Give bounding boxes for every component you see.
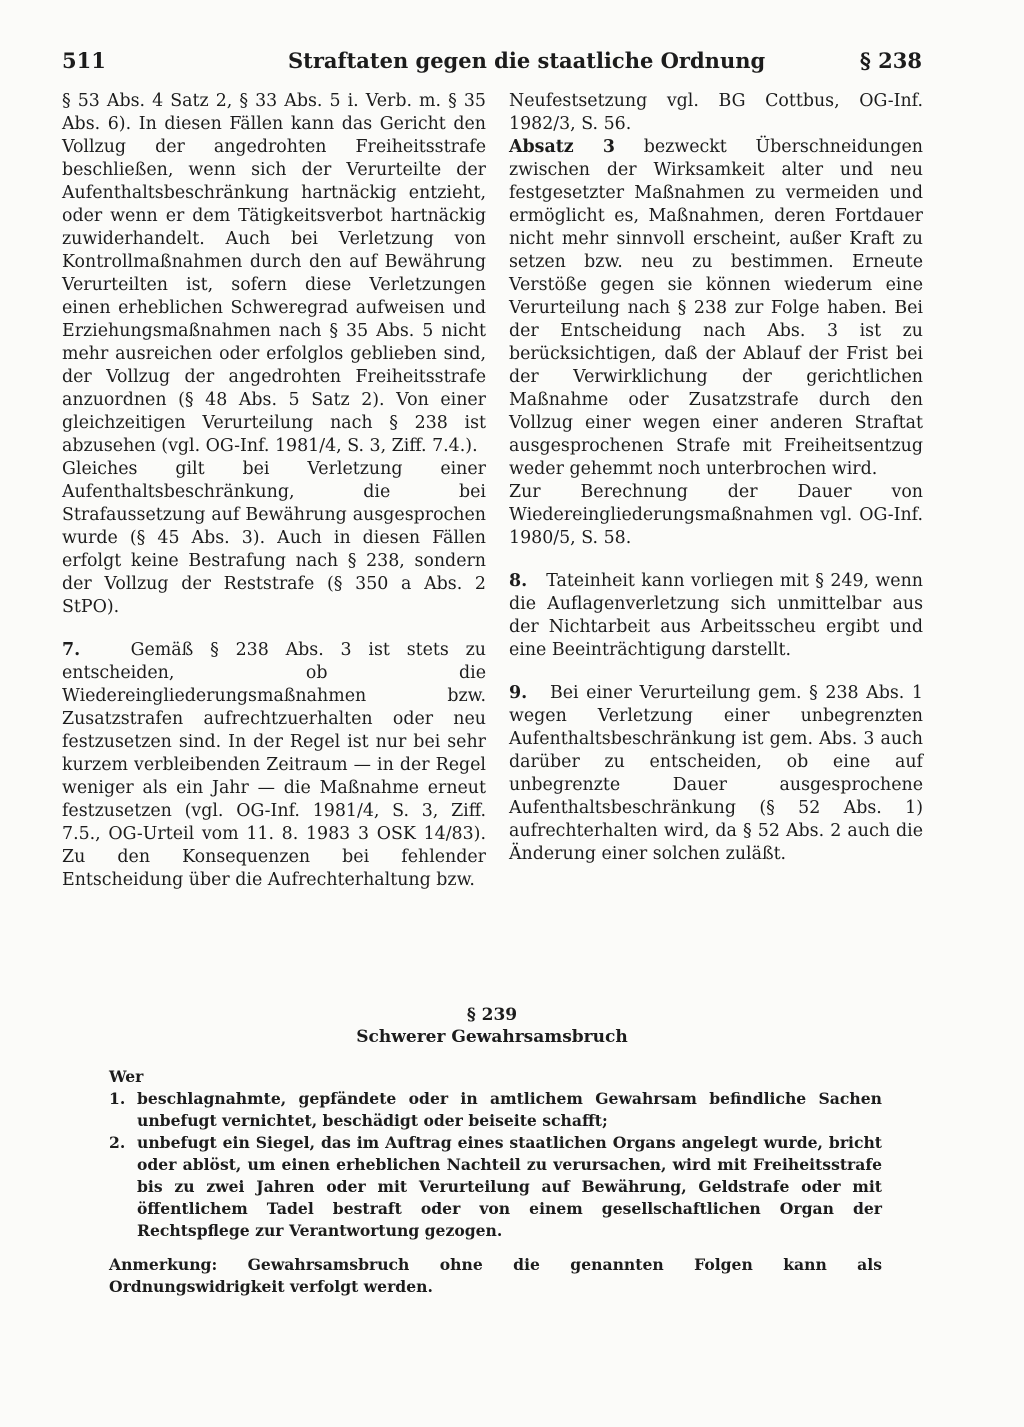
paragraph-number: 8. <box>509 571 528 591</box>
statute-intro: Wer <box>109 1067 144 1086</box>
statute-note: Anmerkung: Gewahrsamsbruch ohne die genannten Folgen kann als Ordnungswidrigkeit verfolgt werden. <box>109 1255 882 1296</box>
numbered-paragraph <box>509 682 923 866</box>
item-text: unbefugt ein Siegel, das im Auftrag eines staatlichen Organs angelegt wurde, bricht oder ablöst, um einen erheblichen Nachteil zu verursachen, wird mit Freiheitsstrafe bis zu zwei Jahren oder mit Verurteilung auf Bewährung, Geldstrafe oder mit öffentlichem Tadel bestraft oder von einem gesellschaftlichen Organ der Rechtspflege zur Verantwortung gezogen. <box>137 1133 882 1240</box>
right-column <box>509 90 923 866</box>
running-title: Straftaten gegen die staatliche Ordnung <box>288 48 766 73</box>
left-column <box>62 90 486 892</box>
section-title: Schwerer Gewahrsamsbruch <box>356 1027 628 1047</box>
paragraph: § 53 Abs. 4 Satz 2, § 33 Abs. 5 i. Verb. m. § 35 Abs. 6). In diesen Fällen kann das Gericht den Vollzug der angedrohten Freiheitsstrafe beschließen, wenn sich der Verurteilte der Aufenthaltsbeschränkung hartnäckig entzieht, oder wenn er dem Tätigkeitsverbot hartnäckig zuwiderhandelt. Auch bei Verletzung von Kontrollmaßnahmen durch den auf Bewährung Verurteilten ist, sofern diese Verletzungen einen erheblichen Schweregrad aufweisen und Erziehungsmaßnahmen nach § 35 Abs. 5 nicht mehr ausreichen oder erfolglos geblieben sind, der Vollzug der angedrohten Freiheitsstrafe anzuordnen (§ 48 Abs. 5 Satz 2). Von einer gleichzeitigen Verurteilung nach § 238 ist abzusehen (vgl. OG-Inf. 1981/4, S. 3, Ziff. 7.4.). <box>62 91 486 456</box>
paragraph-text: Gemäß § 238 Abs. 3 ist stets zu entscheiden, ob die Wiedereingliederungsmaßnahmen bzw. Zusatzstrafen aufrechtzuerhalten oder neu festzusetzen sind. In der Regel ist nur bei sehr kurzem verbleibenden Zeitraum — in der Regel weniger als ein Jahr — die Maßnahme erneut festzusetzen (vgl. OG-Inf. 1981/4, S. 3, Ziff. 7.5., OG-Urteil vom 11. 8. 1983 3 OSK 14/83). Zu den Konsequenzen bei fehlender Entscheidung über die Aufrechterhaltung bzw. <box>62 640 486 890</box>
paragraph-lead: Absatz 3 <box>509 137 615 157</box>
statute-text <box>109 1066 882 1314</box>
paragraph-text: Bei einer Verurteilung gem. § 238 Abs. 1 wegen Verletzung einer unbegrenzten Aufenthaltsbeschränkung ist gem. Abs. 3 auch darüber zu entscheiden, ob eine auf unbegrenzte Dauer ausgesprochene Aufenthaltsbeschränkung (§ 52 Abs. 1) aufrechterhalten wird, da § 52 Abs. 2 auch die Änderung einer solchen zuläßt. <box>509 683 923 864</box>
paragraph-number: 9. <box>509 683 528 703</box>
section-239-heading <box>62 1005 922 1047</box>
paragraph: Neufestsetzung vgl. BG Cottbus, OG-Inf. 1982/3, S. 56. <box>509 91 923 134</box>
statute-item <box>109 1132 882 1242</box>
numbered-paragraph <box>62 639 486 892</box>
numbered-paragraph <box>509 570 923 662</box>
running-section: § 238 <box>859 48 922 73</box>
paragraph-text: bezweckt Überschneidungen zwischen der Wirksamkeit alter und neu festgesetzter Maßnahmen zu vermeiden und ermöglicht es, Maßnahmen, deren Fortdauer nicht mehr sinnvoll erscheint, außer Kraft zu setzen bzw. neu zu bestimmen. Erneute Verstöße gegen sie können wiederum eine Verurteilung nach § 238 zur Folge haben. Bei der Entscheidung nach Abs. 3 ist zu berücksichtigen, daß der Ablauf der Frist bei der Verwirklichung der gerichtlichen Maßnahme oder Zusatzstrafe durch den Vollzug einer wegen einer anderen Straftat ausgesprochenen Strafe mit Freiheitsentzug weder gehemmt noch unterbrochen wird. <box>509 137 923 479</box>
paragraph: Gleiches gilt bei Verletzung einer Aufenthaltsbeschränkung, die bei Strafaussetzung auf Bewährung ausgesprochen wurde (§ 45 Abs. 3). Auch in diesen Fällen erfolgt keine Bestrafung nach § 238, sondern der Vollzug der Reststrafe (§ 350 a Abs. 2 StPO). <box>62 459 486 617</box>
statute-item <box>109 1088 882 1132</box>
page-header <box>62 44 922 80</box>
section-number: § 239 <box>466 1005 518 1025</box>
page-number: 511 <box>62 48 106 73</box>
paragraph-text: Tateinheit kann vorliegen mit § 249, wenn die Auflagenverletzung sich unmittelbar aus der Nichtarbeit aus Arbeitsscheu ergibt und eine Beeinträchtigung darstellt. <box>509 571 923 660</box>
paragraph: Zur Berechnung der Dauer von Wiedereingliederungsmaßnahmen vgl. OG-Inf. 1980/5, S. 58. <box>509 482 923 548</box>
item-number: 2. <box>109 1133 126 1152</box>
item-text: beschlagnahmte, gepfändete oder in amtlichem Gewahrsam befindliche Sachen unbefugt vernichtet, beschädigt oder beiseite schafft; <box>137 1089 882 1130</box>
paragraph <box>509 136 923 481</box>
item-number: 1. <box>109 1089 126 1108</box>
paragraph-number: 7. <box>62 640 81 660</box>
